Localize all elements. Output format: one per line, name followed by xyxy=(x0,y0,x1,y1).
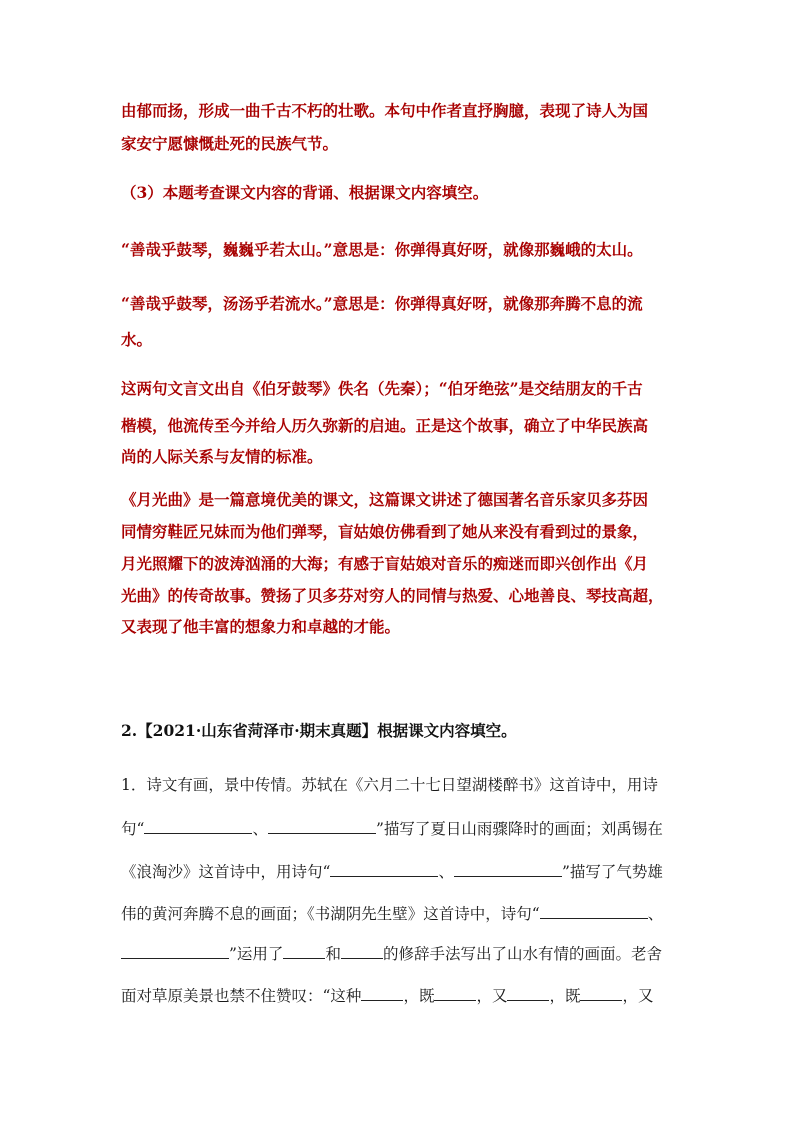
question-text-line xyxy=(121,819,663,839)
answer-blank[interactable] xyxy=(268,819,376,834)
question-text: ”描写了气势雄 xyxy=(561,863,663,881)
question-text: 《浪淘沙》这首诗中，用诗句“ xyxy=(121,863,331,881)
question-text-line xyxy=(121,944,662,964)
answer-subheading: （3）本题考查课文内容的背诵、根据课文内容填空。 xyxy=(121,183,489,202)
answer-text-line: “善哉乎鼓琴，汤汤乎若流水。”意思是：你弹得真好呀，就像那奔腾不息的流 xyxy=(121,294,643,313)
answer-blank[interactable] xyxy=(580,986,622,1001)
question-text: ，又 xyxy=(476,987,508,1005)
answer-blank[interactable] xyxy=(341,944,383,959)
answer-blank[interactable] xyxy=(540,904,648,919)
answer-text-line: 家安宁愿慷慨赴死的民族气节。 xyxy=(121,134,339,153)
answer-blank[interactable] xyxy=(121,944,229,959)
answer-blank[interactable] xyxy=(434,986,476,1001)
question-text: 和 xyxy=(325,945,341,963)
question-text: 面对草原美景也禁不住赞叹：“这种 xyxy=(121,987,362,1005)
answer-blank[interactable] xyxy=(454,862,562,877)
question-text: 的修辞手法写出了山水有情的画面。老舍 xyxy=(382,945,662,963)
question-text: ，又 xyxy=(622,987,654,1005)
answer-blank[interactable] xyxy=(507,986,549,1001)
question-text: 、 xyxy=(252,820,268,838)
answer-text-line: 光曲》的传奇故事。赞扬了贝多芬对穷人的同情与热爱、心地善良、琴技高超， xyxy=(121,586,664,605)
answer-text-line: 这两句文言文出自《伯牙鼓琴》佚名（先秦）；“伯牙绝弦”是交结朋友的千古 xyxy=(121,379,643,398)
answer-text-line: 楷模，他流传至今并给人历久弥新的启迪。正是这个故事，确立了中华民族高 xyxy=(121,416,649,435)
question-text: 、 xyxy=(438,863,454,881)
question-text: ，既 xyxy=(549,987,581,1005)
answer-text-line: 水。 xyxy=(121,330,153,349)
answer-text-line: 尚的人际关系与友情的标准。 xyxy=(121,447,323,466)
answer-text-line: 《月光曲》是一篇意境优美的课文，这篇课文讲述了德国著名音乐家贝多芬因 xyxy=(121,490,649,509)
question-text-line: 1．诗文有画，景中传情。苏轼在《六月二十七日望湖楼醉书》这首诗中，用诗 xyxy=(121,776,658,794)
answer-text-line: “善哉乎鼓琴，巍巍乎若太山。”意思是：你弹得真好呀，就像那巍峨的太山。 xyxy=(121,240,643,259)
question-text: ”描写了夏日山雨骤降时的画面；刘禹锡在 xyxy=(375,820,663,838)
answer-text-line: 又表现了他丰富的想象力和卓越的才能。 xyxy=(121,617,401,636)
answer-text-line: 同情穷鞋匠兄妹而为他们弹琴，盲姑娘仿佛看到了她从来没有看到过的景象， xyxy=(121,522,649,541)
question-text-line xyxy=(121,986,654,1006)
answer-blank[interactable] xyxy=(361,986,403,1001)
answer-text-line: 由郁而扬，形成一曲千古不朽的壮歌。本句中作者直抒胸臆，表现了诗人为国 xyxy=(121,101,649,120)
question-text-line xyxy=(121,904,663,924)
answer-blank[interactable] xyxy=(144,819,252,834)
answer-text-line: 月光照耀下的波涛汹涌的大海；有感于盲姑娘对音乐的痴迷而即兴创作出《月 xyxy=(121,554,649,573)
question-text: ”运用了 xyxy=(229,945,284,963)
question-text: ，既 xyxy=(403,987,435,1005)
question-heading: 2.【2021·山东省菏泽市·期末真题】根据课文内容填空。 xyxy=(121,721,517,740)
question-text: 伟的黄河奔腾不息的画面；《书湖阴先生壁》这首诗中，诗句“ xyxy=(121,905,540,923)
question-text-line xyxy=(121,862,663,882)
answer-blank[interactable] xyxy=(330,862,438,877)
answer-blank[interactable] xyxy=(283,944,325,959)
question-text: 、 xyxy=(647,905,664,923)
question-text: 句“ xyxy=(121,820,145,838)
